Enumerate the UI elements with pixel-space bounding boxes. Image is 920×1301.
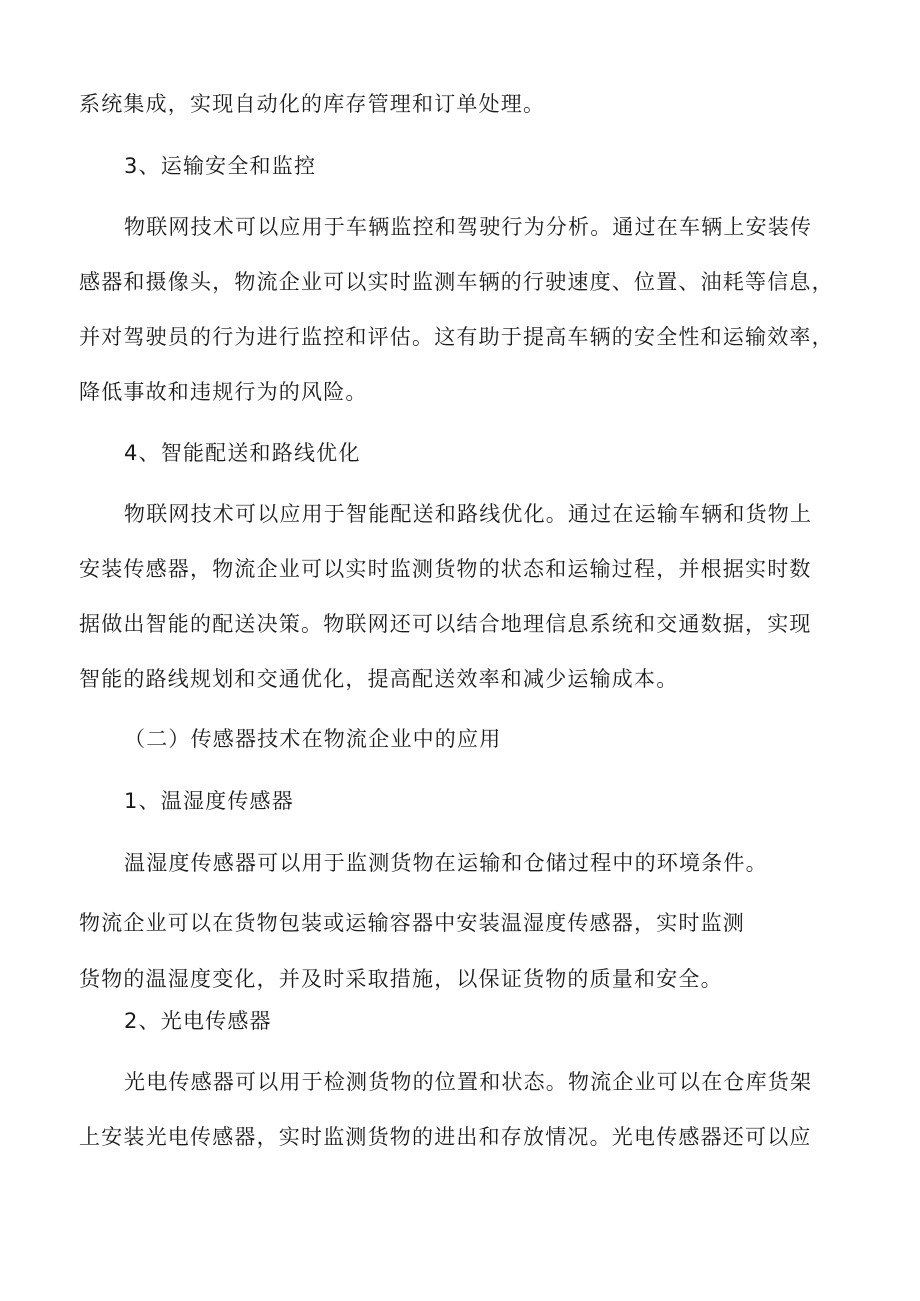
paragraph-line: 物联网技术可以应用于车辆监控和驾驶行为分析。通过在车辆上安装传	[124, 215, 813, 239]
paragraph-line: 并对驾驶员的行为进行监控和评估。这有助于提高车辆的安全性和运输效率，	[79, 325, 834, 349]
paragraph-line: 上安装光电传感器，实时监测货物的进出和存放情况。光电传感器还可以应	[79, 1125, 812, 1149]
paragraph-line: 据做出智能的配送决策。物联网还可以结合地理信息系统和交通数据，实现	[79, 612, 812, 636]
section-heading: 4、智能配送和路线优化	[124, 441, 361, 465]
paragraph-line: 智能的路线规划和交通优化，提高配送效率和减少运输成本。	[79, 667, 679, 691]
paragraph-line: 物联网技术可以应用于智能配送和路线优化。通过在运输车辆和货物上	[124, 502, 813, 526]
paragraph-line: 安装传感器，物流企业可以实时监测货物的状态和运输过程，并根据实时数	[79, 557, 812, 581]
chapter-heading: （二）传感器技术在物流企业中的应用	[124, 727, 502, 751]
paragraph-line: 光电传感器可以用于检测货物的位置和状态。物流企业可以在仓库货架	[124, 1070, 813, 1094]
paragraph-line: 货物的温湿度变化，并及时采取措施，以保证货物的质量和安全。	[79, 967, 723, 991]
paragraph-line: 降低事故和违规行为的风险。	[79, 380, 368, 404]
paragraph-line: 温湿度传感器可以用于监测货物在运输和仓储过程中的环境条件。	[124, 851, 768, 875]
paragraph-line: 物流企业可以在货物包装或运输容器中安装温湿度传感器，实时监测	[79, 911, 745, 935]
section-heading: 1、温湿度传感器	[124, 789, 294, 813]
section-heading: 3、运输安全和监控	[124, 154, 317, 178]
section-heading: 2、光电传感器	[124, 1009, 272, 1033]
paragraph-line: 感器和摄像头，物流企业可以实时监测车辆的行驶速度、位置、油耗等信息，	[79, 270, 834, 294]
paragraph-line: 系统集成，实现自动化的库存管理和订单处理。	[79, 92, 546, 116]
